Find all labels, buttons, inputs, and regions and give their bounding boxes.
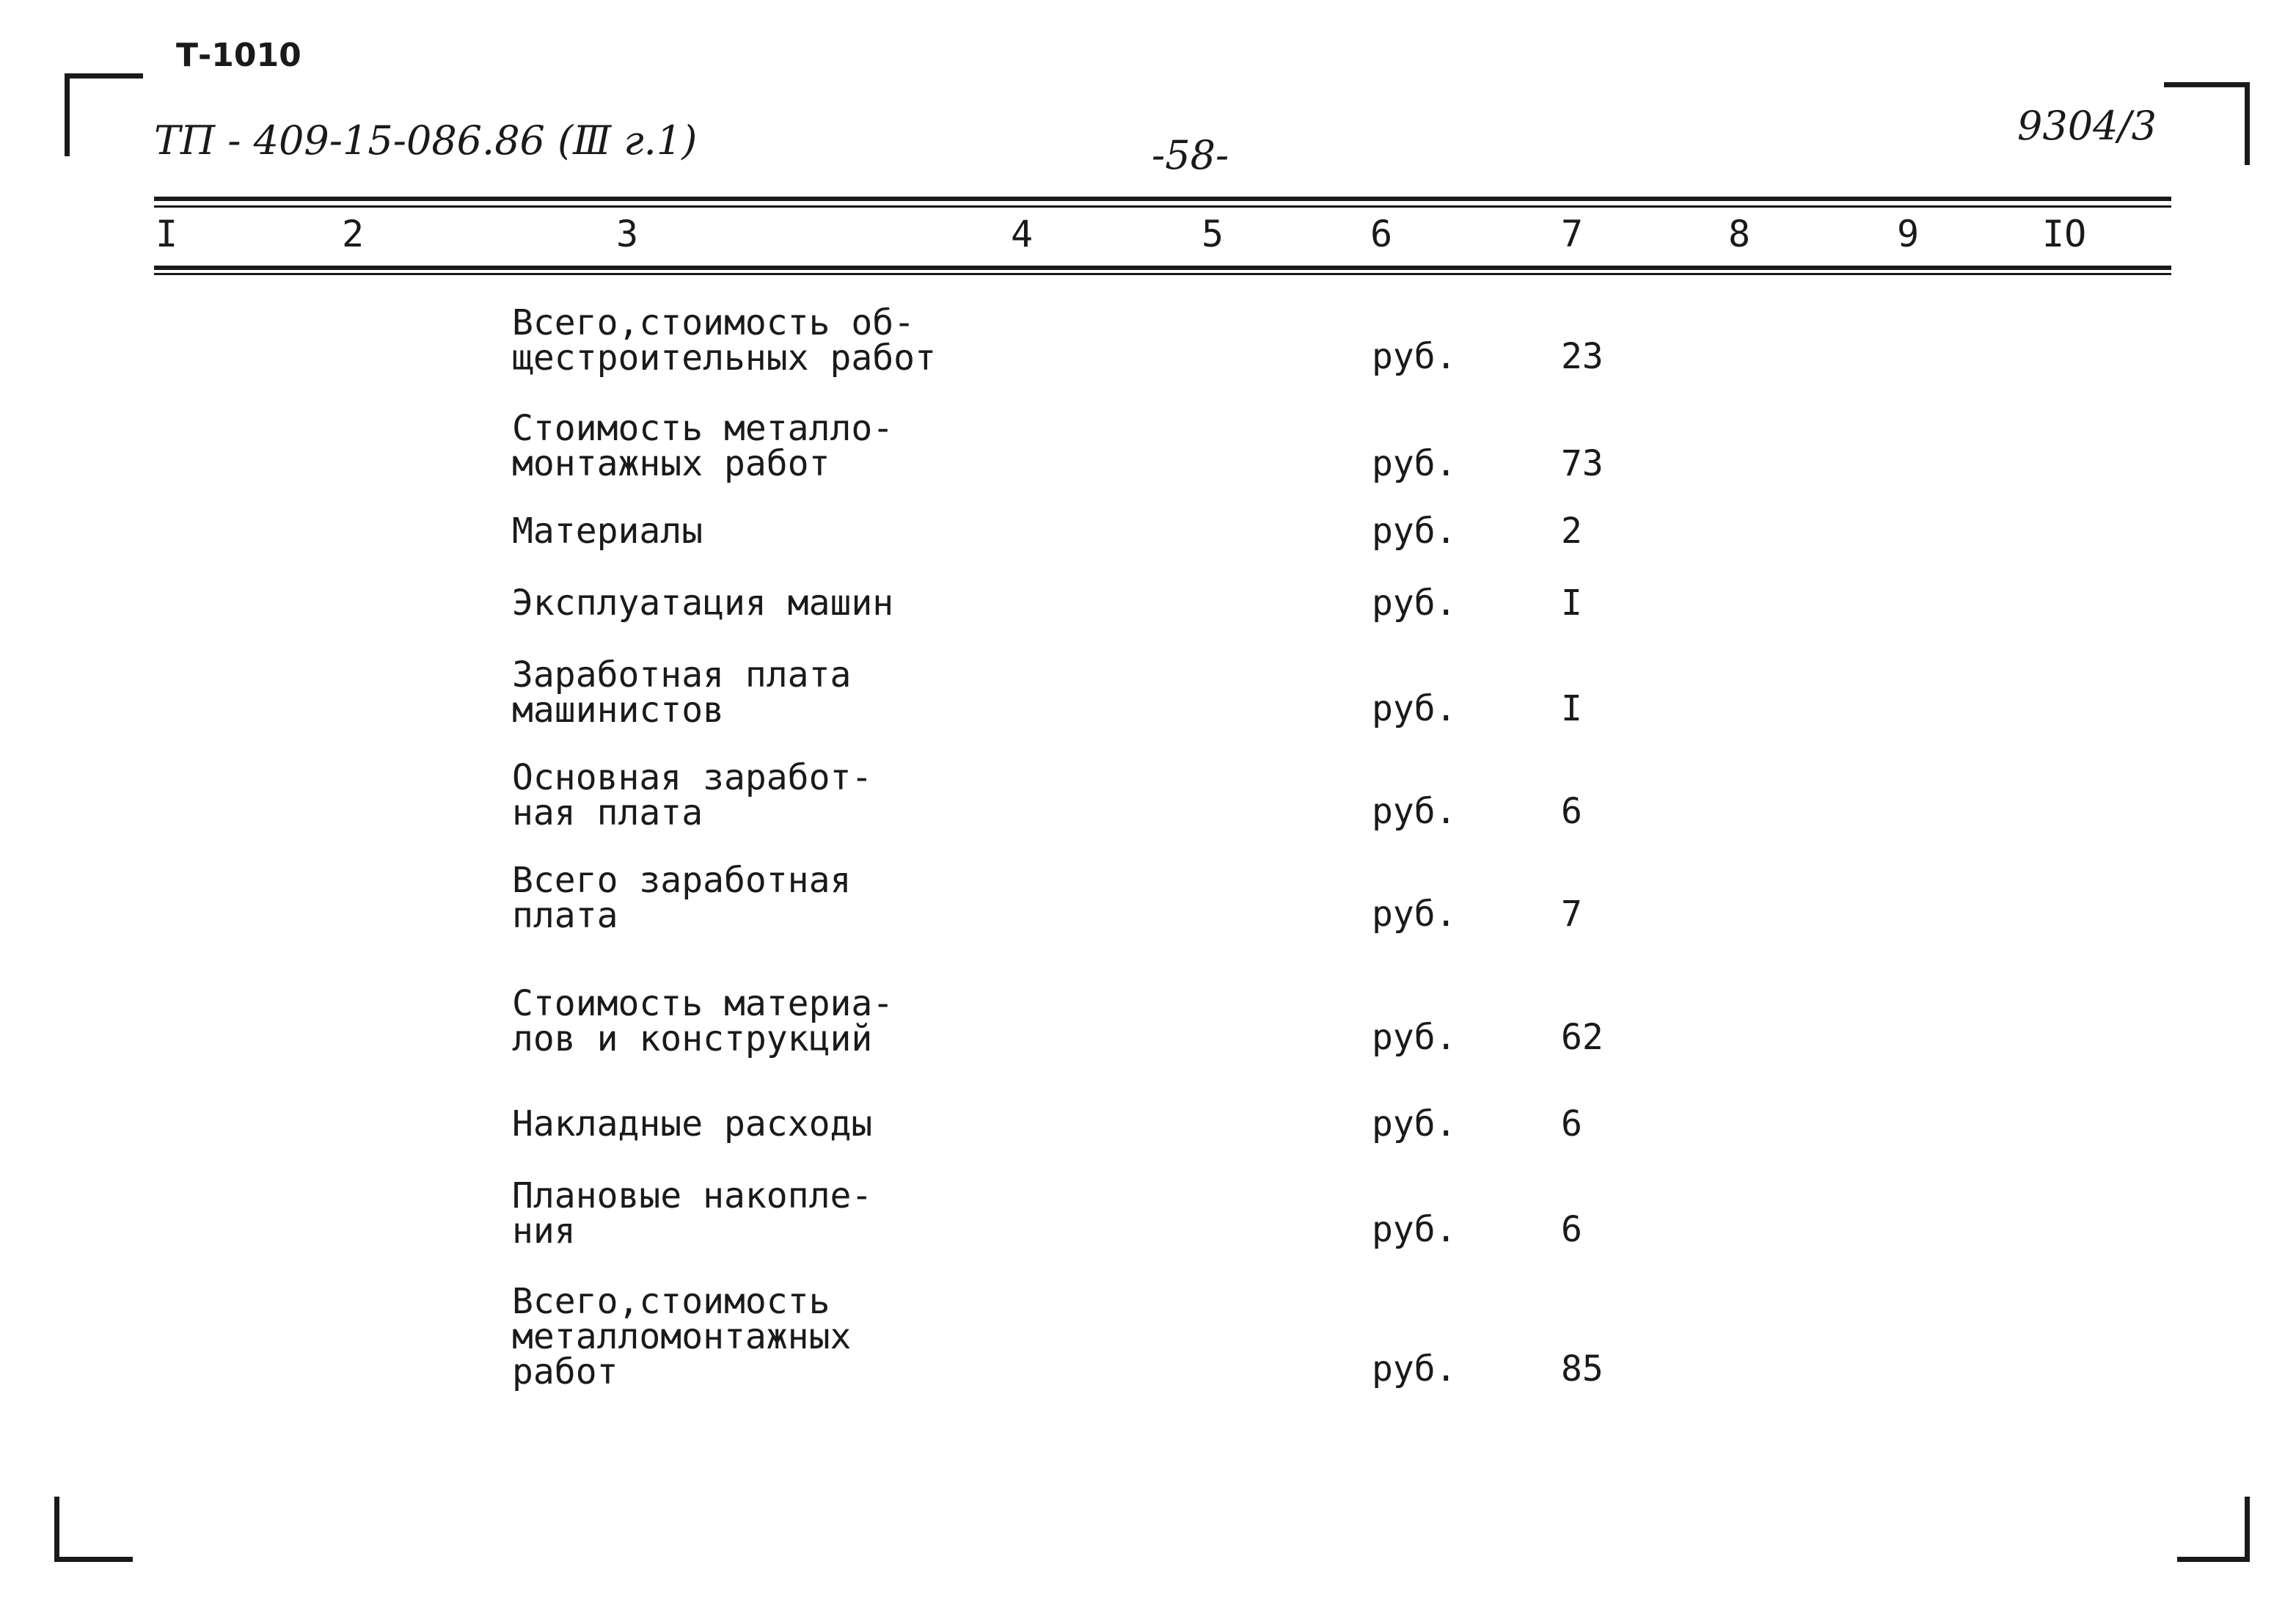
row-value: 6: [1561, 1103, 1582, 1144]
row-unit: руб.: [1372, 336, 1457, 377]
column-number-4: 4: [1011, 213, 1034, 255]
column-number-8: 8: [1728, 213, 1751, 255]
corner-mark-bottom-left: [54, 1497, 133, 1562]
header-rule-bottom-thin: [154, 273, 2171, 275]
row-label: Заработная плата машинистов: [512, 654, 852, 731]
page-number: -58-: [1152, 132, 1229, 178]
row-label: Стоимость металло- монтажных работ: [512, 408, 894, 484]
row-unit: руб.: [1372, 443, 1457, 484]
row-value: 23: [1561, 336, 1604, 377]
column-number-2: 2: [342, 213, 365, 255]
corner-mark-top-right: [2164, 82, 2250, 165]
column-number-1: I: [156, 213, 178, 255]
row-value: 7: [1561, 894, 1582, 935]
row-unit: руб.: [1372, 1209, 1457, 1250]
row-value: 6: [1561, 1209, 1582, 1250]
header-rule-top-thin: [154, 205, 2171, 208]
row-value: I: [1561, 583, 1582, 624]
column-number-5: 5: [1202, 213, 1224, 255]
row-value: 73: [1561, 443, 1604, 484]
series-code: Т-1010: [176, 37, 301, 74]
row-value: 6: [1561, 791, 1582, 832]
row-unit: руб.: [1372, 894, 1457, 935]
header-rule-bottom: [154, 266, 2171, 270]
header-rule-top: [154, 197, 2171, 201]
row-label: Накладные расходы: [512, 1103, 873, 1144]
row-unit: руб.: [1372, 1103, 1457, 1144]
row-value: I: [1561, 688, 1582, 729]
row-value: 85: [1561, 1348, 1604, 1390]
row-unit: руб.: [1372, 688, 1457, 729]
row-label: Эксплуатация машин: [512, 583, 894, 624]
column-number-6: 6: [1370, 213, 1393, 255]
corner-mark-bottom-right: [2177, 1497, 2250, 1562]
column-number-3: 3: [616, 213, 639, 255]
column-number-9: 9: [1897, 213, 1920, 255]
row-value: 2: [1561, 511, 1582, 552]
sheet-number: 9304/3: [2017, 103, 2157, 149]
row-label: Материалы: [512, 511, 703, 552]
project-code: ТП - 409-15-086.86 (Ⅲ г.1): [154, 117, 698, 164]
row-unit: руб.: [1372, 1348, 1457, 1390]
column-number-10: IO: [2042, 213, 2087, 255]
row-label: Основная заработ- ная плата: [512, 757, 873, 833]
row-unit: руб.: [1372, 1017, 1457, 1058]
row-label: Всего,стоимость об- щестроительных работ: [512, 302, 936, 379]
row-label: Всего,стоимость металломонтажных работ: [512, 1281, 852, 1392]
corner-mark-top-left: [65, 73, 143, 156]
row-label: Всего заработная плата: [512, 860, 852, 936]
row-unit: руб.: [1372, 511, 1457, 552]
row-unit: руб.: [1372, 583, 1457, 624]
row-label: Стоимость материа- лов и конструкций: [512, 983, 894, 1059]
row-label: Плановые накопле- ния: [512, 1175, 873, 1252]
row-value: 62: [1561, 1017, 1604, 1058]
row-unit: руб.: [1372, 791, 1457, 832]
column-number-7: 7: [1561, 213, 1584, 255]
